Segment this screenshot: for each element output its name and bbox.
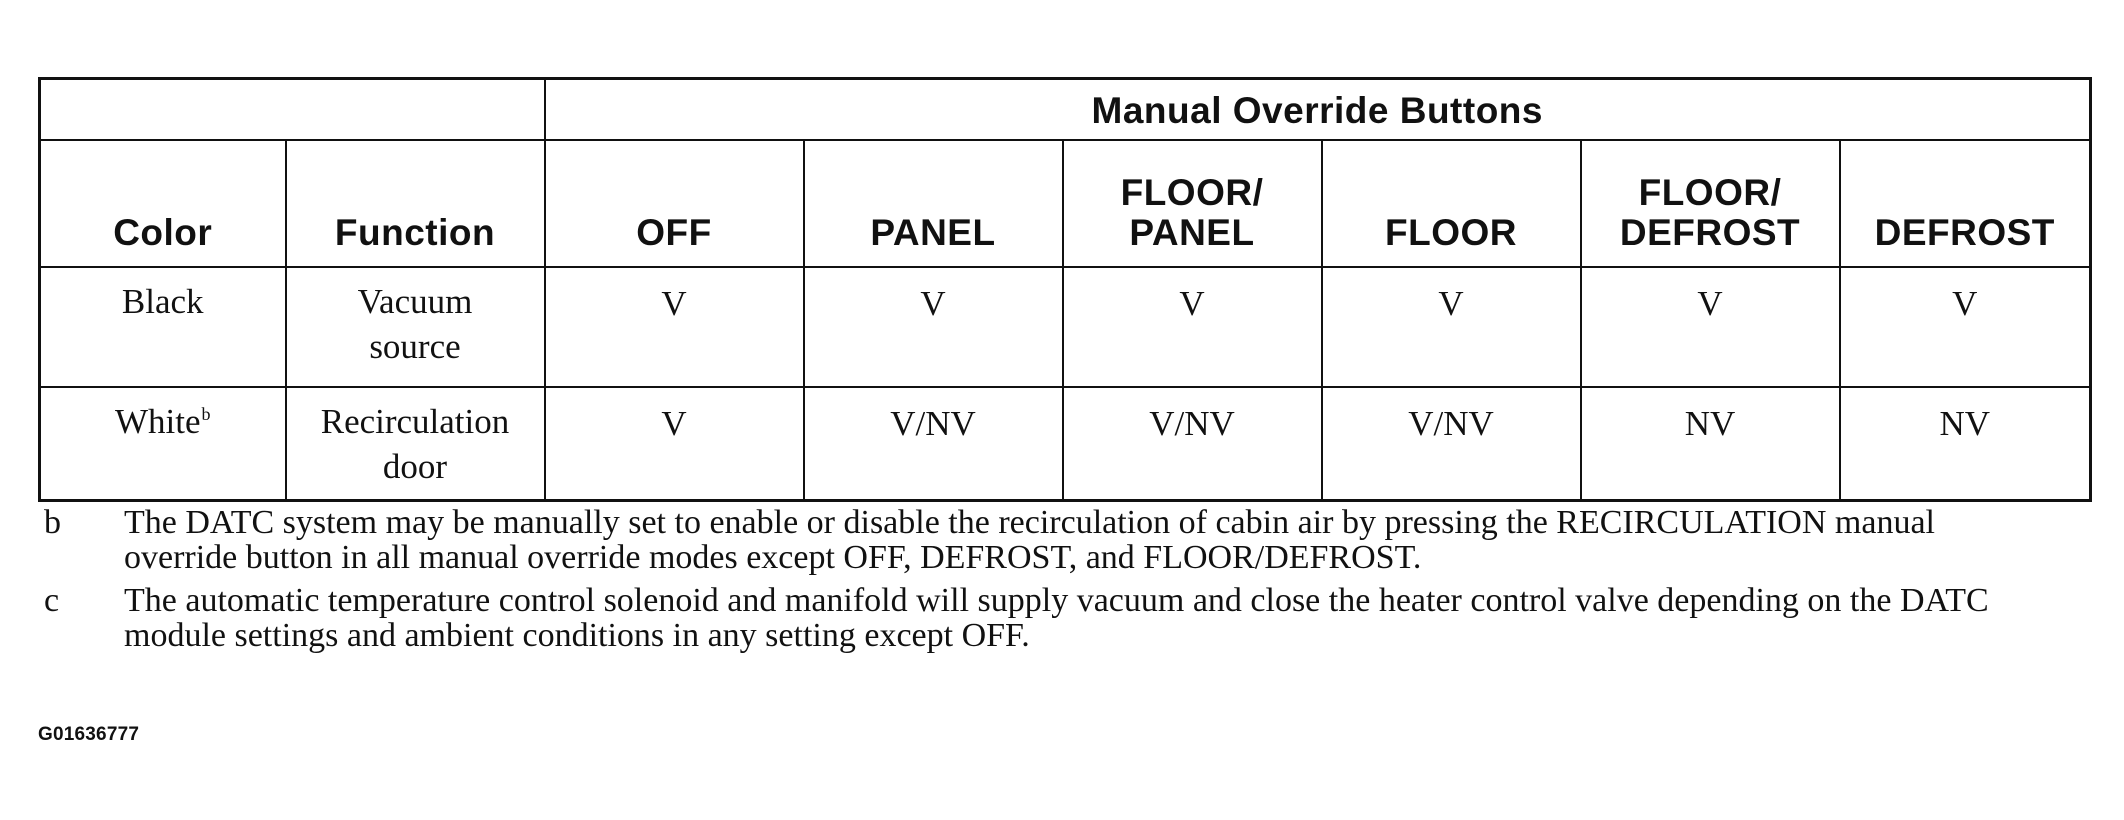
table-row-white xyxy=(40,387,2091,501)
footnote-b-marker: b xyxy=(44,504,61,541)
figure-id: G01636777 xyxy=(38,724,140,745)
footnote-b-text: The DATC system may be manually set to enable or disable the recirculation of cabin air by pressing the RECIRCULATION manual override button in all manual override modes except OFF, DEFROST, and FLOOR/DEFROST. xyxy=(124,504,1935,577)
vacuum-function-table-wrapper xyxy=(38,77,2089,486)
table-row-black xyxy=(40,267,2091,387)
off-column-header: OFF xyxy=(545,140,804,267)
footnote-c xyxy=(38,583,2038,653)
white-function-cell xyxy=(286,387,545,501)
black-color-cell xyxy=(40,267,286,387)
header-blank-corner xyxy=(40,79,545,141)
floor-defrost-column-header xyxy=(1581,140,1840,267)
black-defrost-value: V xyxy=(1840,267,2091,387)
white-function-line-1: Recirculation xyxy=(320,402,510,441)
floor-panel-column-header xyxy=(1063,140,1322,267)
defrost-column-header: DEFROST xyxy=(1840,140,2091,267)
footnote-b xyxy=(38,505,2038,575)
footnote-c-text: The automatic temperature control solenoid and manifold will supply vacuum and close the heater control valve depending on the DATC module settings and ambient conditions in any setting except OFF. xyxy=(124,582,1989,655)
footnote-c-marker: c xyxy=(44,582,60,620)
white-floor-defrost-value: NV xyxy=(1581,387,1840,501)
white-floor-panel-value: V/NV xyxy=(1063,387,1322,501)
white-floor-value: V/NV xyxy=(1322,387,1581,501)
black-floor-panel-value: V xyxy=(1063,267,1322,387)
black-floor-defrost-value: V xyxy=(1581,267,1840,387)
black-function-cell xyxy=(286,267,545,387)
black-function-line-1: Vacuum xyxy=(357,282,473,321)
footnotes xyxy=(38,505,2038,653)
panel-column-header: PANEL xyxy=(804,140,1063,267)
black-off-value: V xyxy=(545,267,804,387)
floor-panel-header-line-2: PANEL xyxy=(1129,212,1255,254)
white-color-footnote-marker: b xyxy=(201,404,211,425)
vacuum-function-table xyxy=(38,77,2092,502)
table-column-header-row xyxy=(40,140,2091,267)
black-floor-value: V xyxy=(1322,267,1581,387)
manual-override-buttons-header: Manual Override Buttons xyxy=(545,79,2091,141)
white-off-value: V xyxy=(545,387,804,501)
table-group-header-row xyxy=(40,79,2091,141)
white-color-cell xyxy=(40,387,286,501)
floor-column-header: FLOOR xyxy=(1322,140,1581,267)
white-color-label: White xyxy=(114,402,201,441)
color-column-header: Color xyxy=(40,140,286,267)
black-panel-value: V xyxy=(804,267,1063,387)
white-panel-value: V/NV xyxy=(804,387,1063,501)
white-defrost-value: NV xyxy=(1840,387,2091,501)
floor-defrost-header-line-2: DEFROST xyxy=(1619,212,1801,254)
function-column-header: Function xyxy=(286,140,545,267)
black-color-label: Black xyxy=(121,282,204,321)
white-function-line-2: door xyxy=(382,446,448,486)
floor-defrost-header-line-1: FLOOR/ xyxy=(1638,172,1782,214)
black-function-line-2: source xyxy=(369,326,461,366)
floor-panel-header-line-1: FLOOR/ xyxy=(1120,172,1264,214)
